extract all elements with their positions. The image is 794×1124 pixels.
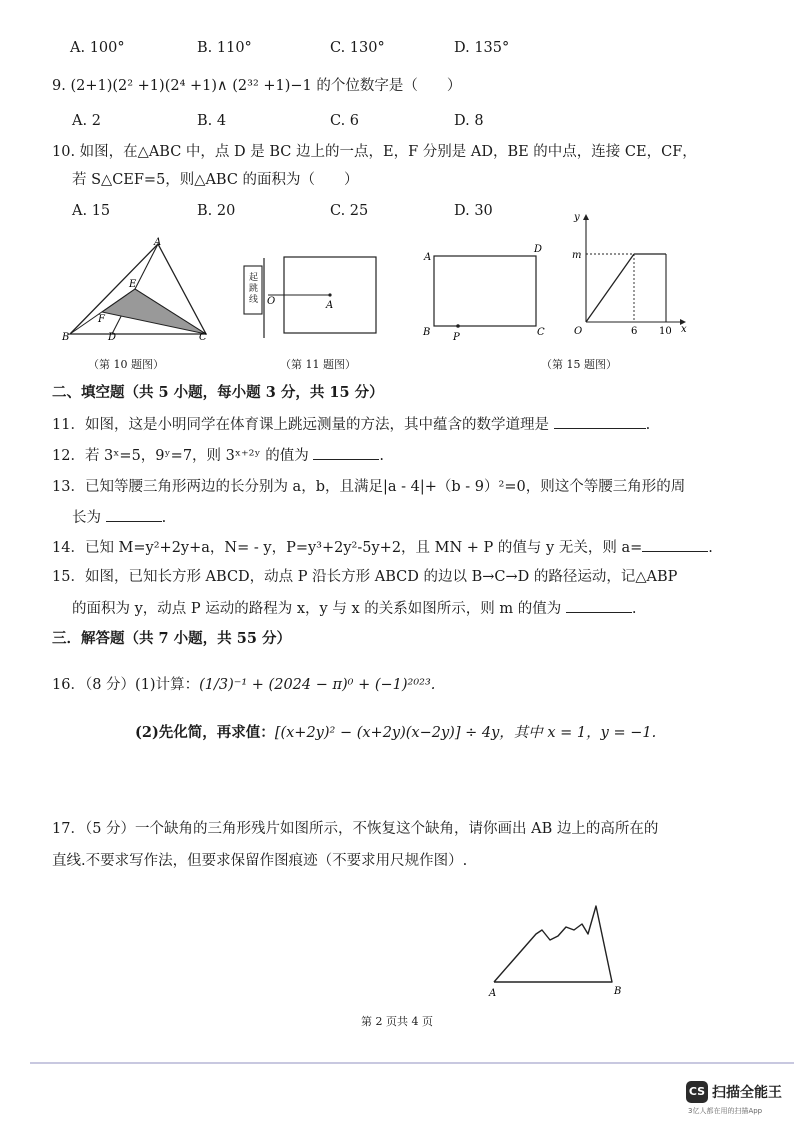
figure-11-long-jump <box>240 240 385 340</box>
fig11-caption: （第 11 题图） <box>280 358 356 371</box>
q9-option-a: A. 2 <box>72 113 101 129</box>
fig10-label-f: F <box>98 314 105 325</box>
q16-part2-label: (2)先化简，再求值： <box>135 724 275 741</box>
q10-line1: 10. 如图，在△ABC 中，点 D 是 BC 边上的一点，E，F 分别是 AD，BE 的中点，连接 CE，CF， <box>52 144 697 160</box>
q13-line1: 13．已知等腰三角形两边的长分别为 a，b，且满足|a - 4|+（b - 9）²=0，则这个等腰三角形的周 <box>52 479 686 495</box>
fig15-axis-y: y <box>574 212 580 223</box>
figure-15-graph <box>562 210 692 340</box>
fig11-label-o: O <box>267 296 276 307</box>
fig10-label-e: E <box>129 279 137 290</box>
q8-option-d: D. 135° <box>454 40 510 56</box>
fig15-caption: （第 15 题图） <box>541 358 617 371</box>
q16-part1 <box>52 675 435 695</box>
fig15-label-m: m <box>572 250 582 261</box>
fig10-label-c: C <box>199 332 207 343</box>
fig10-label-a: A <box>154 237 162 248</box>
q12-text: 12．若 3ˣ=5，9ʸ=7，则 3ˣ⁺²ʸ 的值为 . <box>52 445 384 466</box>
scanner-watermark <box>686 1081 786 1115</box>
q8-option-a: A. 100° <box>70 40 125 56</box>
q10-option-b: B. 20 <box>197 203 236 219</box>
fig15-label-a: A <box>424 252 432 263</box>
q8-option-b: B. 110° <box>197 40 252 56</box>
fig15-label-b: B <box>423 327 431 338</box>
scanner-name: 扫描全能王 <box>712 1085 782 1101</box>
q9-text: 9. (2+1)(2² +1)(2⁴ +1)∧ (2³² +1)−1 的个位数字是（ ） <box>52 78 462 94</box>
fig11-label-a: A <box>326 300 334 311</box>
q10-line2: 若 S△CEF=5，则△ABC 的面积为（ ） <box>72 172 359 188</box>
fig15-axis-x: x <box>681 324 687 335</box>
fig15-label-c: C <box>537 327 545 338</box>
q9-option-c: C. 6 <box>330 113 360 129</box>
page-number: 第 2 页共 4 页 <box>361 1015 433 1028</box>
section3-heading: 三．解答题（共 7 小题，共 55 分） <box>52 630 291 647</box>
fig10-caption: （第 10 题图） <box>88 358 164 371</box>
scan-edge <box>30 1062 794 1064</box>
fig17-label-a: A <box>489 988 497 999</box>
q9-option-b: B. 4 <box>197 113 227 129</box>
camscanner-logo: CS <box>686 1081 708 1103</box>
q16-part2 <box>135 723 656 743</box>
q11-text: 11．如图，这是小明同学在体育课上跳远测量的方法，其中蕴含的数学道理是 . <box>52 414 650 435</box>
fig15-label-p: P <box>453 332 460 343</box>
scanner-tagline: 3亿人都在用的扫描App <box>688 1107 763 1115</box>
q9-option-d: D. 8 <box>454 113 484 129</box>
figure-10-triangle <box>58 236 218 346</box>
q15-line2: 的面积为 y，动点 P 运动的路程为 x，y 与 x 的关系如图所示，则 m 的值为 . <box>72 598 636 619</box>
q17-line2: 直线.不要求写作法，但要求保留作图痕迹（不要求用尺规作图）. <box>52 853 468 869</box>
q16-expression-2: [(x+2y)² − (x+2y)(x−2y)] ÷ 4y，其中 x = 1，y = −1. <box>274 725 657 741</box>
fig17-label-b: B <box>614 986 622 997</box>
q10-option-d: D. 30 <box>454 203 493 219</box>
figure-15-rectangle <box>420 240 550 345</box>
q16-expression-1: (1/3)⁻¹ + (2024 − π)⁰ + (−1)²⁰²³. <box>199 677 436 693</box>
q13-line2: 长为 . <box>72 507 166 528</box>
q17-line1: 17．（5 分）一个缺角的三角形残片如图所示，不恢复这个缺角，请你画出 AB 边上的高所在的 <box>52 821 659 837</box>
fig15-tick-10: 10 <box>659 326 672 337</box>
fig11-board-label: 起跳线 <box>249 273 259 305</box>
fig15-tick-6: 6 <box>631 326 638 337</box>
fig15-label-d: D <box>534 244 543 255</box>
fig10-label-d: D <box>108 332 117 343</box>
q10-option-c: C. 25 <box>330 203 369 219</box>
section2-heading: 二、填空题（共 5 小题，每小题 3 分，共 15 分） <box>52 384 384 401</box>
q8-option-c: C. 130° <box>330 40 385 56</box>
q14-text: 14．已知 M=y²+2y+a，N= - y，P=y³+2y²-5y+2，且 MN + P 的值与 y 无关，则 a= . <box>52 537 713 558</box>
q10-option-a: A. 15 <box>72 203 111 219</box>
fig10-label-b: B <box>62 332 70 343</box>
fig15-origin: O <box>574 326 583 337</box>
q16-label: 16．（8 分）(1)计算： <box>52 677 200 693</box>
figure-17-broken-triangle <box>480 900 630 1000</box>
q15-line1: 15．如图，已知长方形 ABCD，动点 P 沿长方形 ABCD 的边以 B→C→D 的路径运动，记△ABP <box>52 569 678 585</box>
